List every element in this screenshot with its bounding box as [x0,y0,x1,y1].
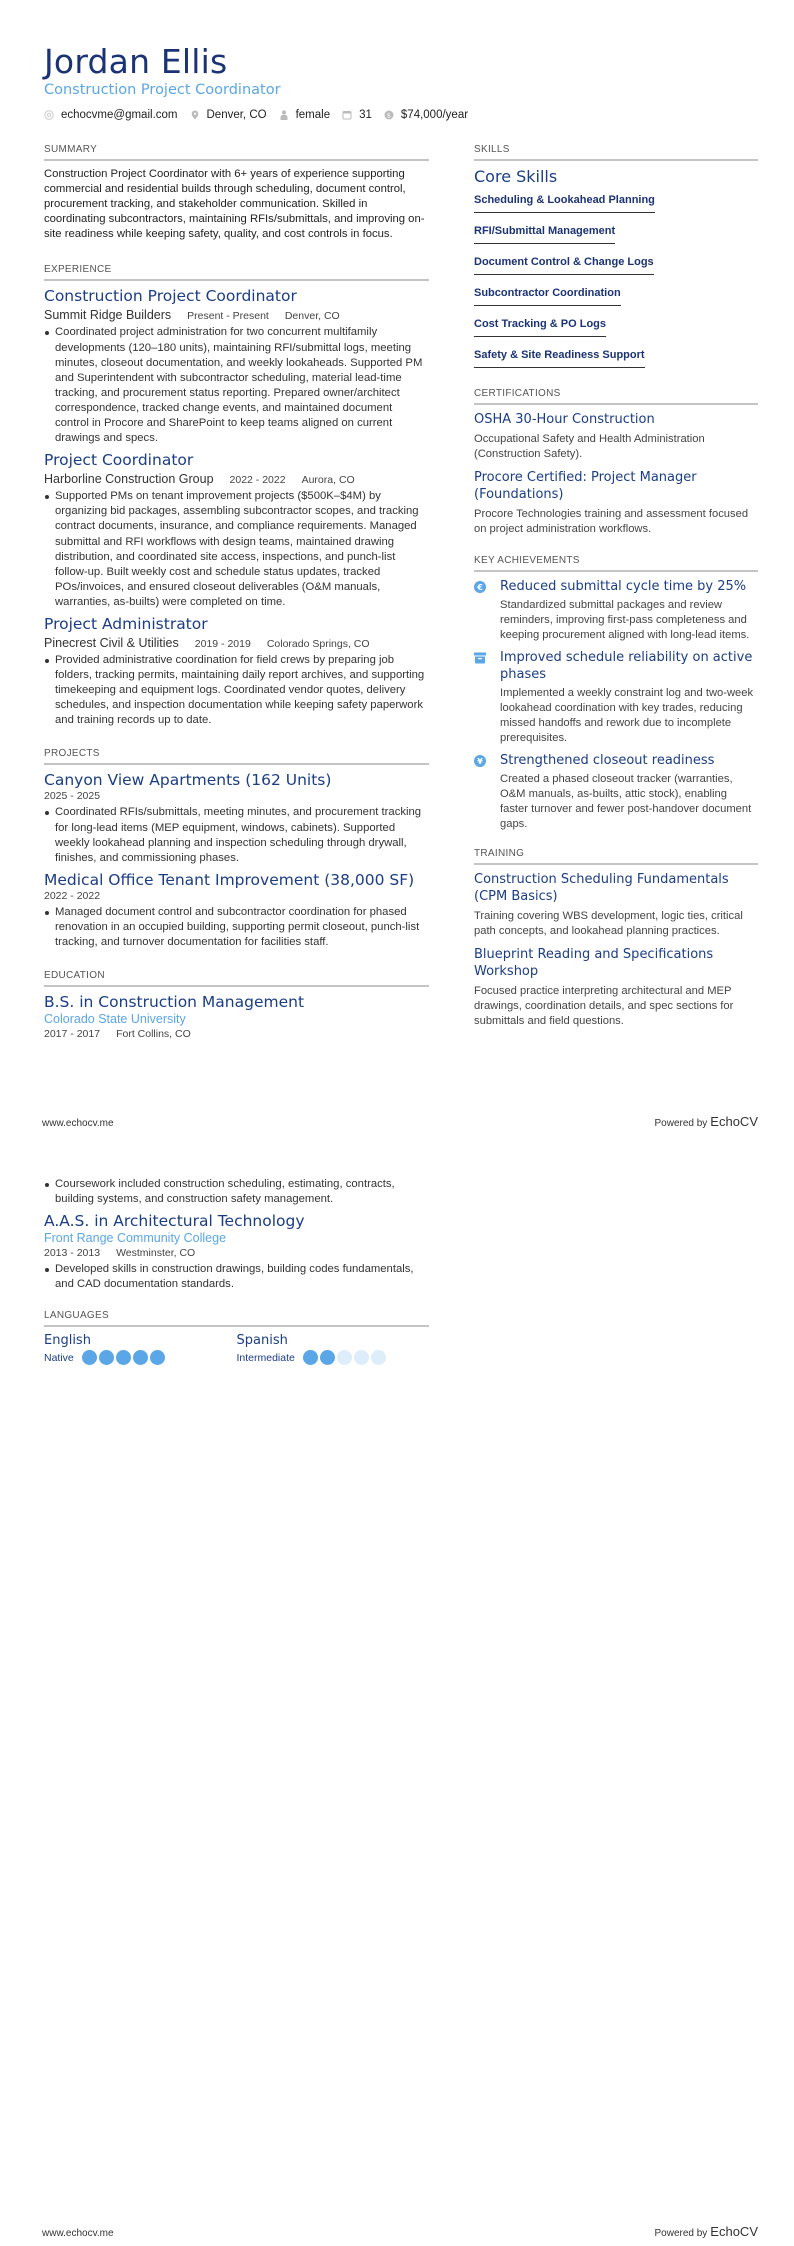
job-dates: 2022 - 2022 [229,474,286,487]
training-title: Blueprint Reading and Specifications Workshop [474,947,714,979]
contact-salary-value: $74,000/year [400,109,469,121]
languages-row [44,1333,429,1365]
rating-dot-empty [371,1350,386,1365]
certification-desc: Procore Technologies training and assessment focused on project administration workflows. [474,508,749,535]
training-title: Construction Scheduling Fundamentals (CPM Basics) [474,872,729,904]
education-item [44,993,429,1040]
contact-age [342,109,372,121]
job-title: Construction Project Coordinator [44,287,297,306]
education-bullet: Coursework included construction scheduling, estimating, contracts, building systems, and construction safety management. [44,1177,429,1207]
summary-heading: SUMMARY [44,144,429,161]
powered-by-label: Powered by [654,1118,708,1129]
education-bullets [44,1262,429,1292]
job-meta [44,472,429,486]
languages-heading: LANGUAGES [44,1310,429,1327]
svg-text:€: € [477,583,483,592]
education-dates: 2013 - 2013 [44,1247,101,1260]
achievement-item [474,649,758,746]
resume-page-2 [0,1123,794,2246]
rating-dot-empty [337,1350,352,1365]
achievements-heading: KEY ACHIEVEMENTS [474,555,758,572]
rating-dot-filled [303,1350,318,1365]
contact-row [44,109,480,121]
job-bullet: Supported PMs on tenant improvement projects ($500K–$4M) by organizing bid packages, assembling subcontractor scopes, and tracking contract documents, insurance, and compliance requirements. Managed submittal and RFI workflows with design teams, maintained drawing distribution, and coordinated site access, inspections, and punch-list follow-up. Built weekly cost and schedule status updates, tracked POs/invoices, and ensured closeout deliverables (O&M manuals, warranties, as-builts) were completed on time. [44,489,429,610]
rating-dot-filled [116,1350,131,1365]
achievement-title: Reduced submittal cycle time by 25% [500,579,747,594]
job-company: Pinecrest Civil & Utilities [44,635,179,650]
certification-title: OSHA 30-Hour Construction [474,412,655,427]
achievements-section [474,555,758,832]
contact-gender-value: female [295,109,331,121]
left-column-continued [44,1174,429,1365]
rating-dot-filled [150,1350,165,1365]
job-bullet: Provided administrative coordination for field crews by preparing job folders, tracking permits, maintaining daily report archives, and supporting timekeeping and equipment logs. Coordinated vendor quotes, delivery schedules, and inspection documentation while keeping safety paperwork and training records up to date. [44,653,429,728]
experience-heading: EXPERIENCE [44,264,429,281]
contact-gender [279,109,331,121]
rating-dot-filled [133,1350,148,1365]
summary-text: Construction Project Coordinator with 6+ years of experience supporting commercial and residential builds through scheduling, document control, procurement tracking, and stakeholder communication. Skilled in coordinating subcontractors, maintaining RFIs/submittals, and improving on-site readiness while keeping safety, quality, and cost controls in focus. [44,168,425,241]
right-column [474,144,758,1029]
language-level-row [44,1350,237,1365]
job-company: Summit Ridge Builders [44,308,172,323]
projects-heading: PROJECTS [44,748,429,765]
job-location: Denver, CO [284,310,340,323]
project-bullet: Managed document control and subcontractor coordination for phased renovation in an occupied building, supporting permit closeout, punch-list tracking, and turnover documentation for facilities staff. [44,905,429,950]
rating-dot-empty [354,1350,369,1365]
job-meta [44,308,429,322]
education-dates: 2017 - 2017 [44,1028,101,1041]
rating-dot-filled [82,1350,97,1365]
achievement-desc: Standardized submittal packages and review reminders, improving first-pass completeness and keeping procurement aligned with long-lead items. [500,599,750,641]
training-heading: TRAINING [474,848,758,865]
rating-dot-filled [99,1350,114,1365]
contact-email-value: echocvme@gmail.com [61,109,178,121]
job-company: Harborline Construction Group [44,472,214,487]
svg-text:$: $ [386,111,391,120]
candidate-title: Construction Project Coordinator [44,82,281,98]
achievement-title: Strengthened closeout readiness [500,753,715,768]
job-dates: 2019 - 2019 [194,637,251,650]
education-meta [44,1247,429,1259]
person-icon [279,110,289,120]
job-meta [44,636,429,650]
project-title: Medical Office Tenant Improvement (38,000 SF) [44,870,415,889]
contact-email [44,109,178,121]
job-title: Project Coordinator [44,451,194,470]
language-item [44,1333,237,1365]
achievement-title: Improved schedule reliability on active phases [500,650,753,682]
education-item [44,1212,429,1292]
education-location: Fort Collins, CO [116,1028,191,1041]
project-bullets [44,905,429,950]
contact-location [190,109,267,121]
skills-section [474,144,758,376]
job-bullet: Coordinated project administration for two concurrent multifamily developments (120–180 units), maintaining RFI/submittal logs, meeting minutes, closeout documentation, and weekly lookaheads. Supported PM and Superintendent with subcontractor scheduling, material lead-time tracking, and procurement status reporting. Prepared owner/architect correspondence, tracked change events, and maintained document control in Procore and SharePoint to keep teams aligned on current drawings and specs. [44,325,429,446]
project-item [44,871,429,950]
experience-item [44,615,429,728]
project-item [44,771,429,865]
certification-item [474,411,758,462]
language-level: Native [44,1351,74,1364]
at-icon [44,110,54,120]
education-degree: B.S. in Construction Management [44,993,305,1012]
left-column [44,144,429,1040]
job-location: Aurora, CO [301,474,355,487]
brand-logo-text: EchoCV [710,2224,758,2239]
skills-group-title: Core Skills [474,167,558,186]
job-location: Colorado Springs, CO [266,637,370,650]
project-bullets [44,805,429,865]
certifications-section [474,388,758,537]
certification-desc: Occupational Safety and Health Administration (Construction Safety). [474,433,705,460]
job-bullets [44,325,429,446]
language-item [237,1333,430,1365]
project-dates: 2022 - 2022 [44,889,101,902]
skill-tag: Scheduling & Lookahead Planning [474,194,655,213]
experience-section [44,264,429,728]
education-section [44,970,429,1040]
languages-section [44,1310,429,1365]
skill-tag: RFI/Submittal Management [474,225,615,244]
page-footer [42,2224,758,2239]
project-bullet: Coordinated RFIs/submittals, meeting minutes, and procurement tracking for long-lead items (MEP equipment, windows, cabinets). Supported weekly lookahead planning and inspection scheduling through drywall, finishes, and commissioning phases. [44,805,429,865]
project-dates: 2025 - 2025 [44,790,101,803]
skill-tag: Safety & Site Readiness Support [474,349,645,368]
brand-logo-text: EchoCV [710,1114,758,1129]
rating-dot-filled [320,1350,335,1365]
skill-tag: Document Control & Change Logs [474,256,654,275]
contact-salary [384,109,468,121]
archive-box-icon [474,652,486,664]
training-desc: Focused practice interpreting architectural and MEP drawings, coordination details, and spec sections for submittals and field questions. [474,985,734,1027]
language-name: English [44,1333,91,1349]
experience-item [44,287,429,446]
training-section [474,848,758,1029]
education-degree: A.A.S. in Architectural Technology [44,1212,305,1231]
skill-tag: Subcontractor Coordination [474,287,621,306]
education-school: Colorado State University [44,1012,186,1027]
achievement-item [474,752,758,832]
language-level-row [237,1350,430,1365]
skill-tag: Cost Tracking & PO Logs [474,318,606,337]
certifications-heading: CERTIFICATIONS [474,388,758,405]
job-bullets [44,489,429,610]
footer-powered-by [654,2224,758,2239]
education-meta [44,1028,429,1040]
job-dates: Present - Present [187,310,269,323]
job-bullets [44,653,429,728]
education-location: Westminster, CO [116,1247,196,1260]
candidate-name: Jordan Ellis [44,42,228,81]
language-name: Spanish [236,1333,288,1349]
training-desc: Training covering WBS development, logic ties, critical path concepts, and lookahead planning practices. [474,910,743,937]
job-title: Project Administrator [44,614,208,633]
calendar-icon [342,110,352,120]
contact-age-value: 31 [359,109,372,121]
achievement-item [474,578,758,643]
achievement-desc: Implemented a weekly constraint log and two-week lookahead coordination with key trades, reducing missed handoffs and rework due to incomplete prerequisites. [500,687,754,744]
skills-heading: SKILLS [474,144,758,161]
footer-website-link[interactable]: www.echocv.me [42,1118,114,1129]
education-bullet: Developed skills in construction drawings, building codes fundamentals, and CAD documentation standards. [44,1262,429,1292]
education-heading: EDUCATION [44,970,429,987]
training-item [474,946,758,1029]
powered-by-label: Powered by [654,2228,708,2239]
experience-item [44,451,429,610]
footer-website-link[interactable]: www.echocv.me [42,2228,114,2239]
summary-section [44,144,429,242]
education-bullets [44,1177,429,1207]
certification-item [474,469,758,537]
training-item [474,871,758,939]
location-pin-icon [190,110,200,120]
svg-text:¥: ¥ [477,757,483,766]
yen-coin-icon [474,755,486,767]
project-title: Canyon View Apartments (162 Units) [44,771,332,790]
language-level: Intermediate [236,1351,295,1364]
money-icon [384,110,394,120]
contact-location-value: Denver, CO [206,109,267,121]
projects-section [44,748,429,950]
euro-coin-icon [474,581,486,593]
achievement-desc: Created a phased closeout tracker (warranties, O&M manuals, as-builts, attic stock), enabling faster turnover and fewer post-handover document gaps. [500,773,752,830]
certification-title: Procore Certified: Project Manager (Foundations) [474,470,697,502]
education-school: Front Range Community College [44,1231,227,1246]
